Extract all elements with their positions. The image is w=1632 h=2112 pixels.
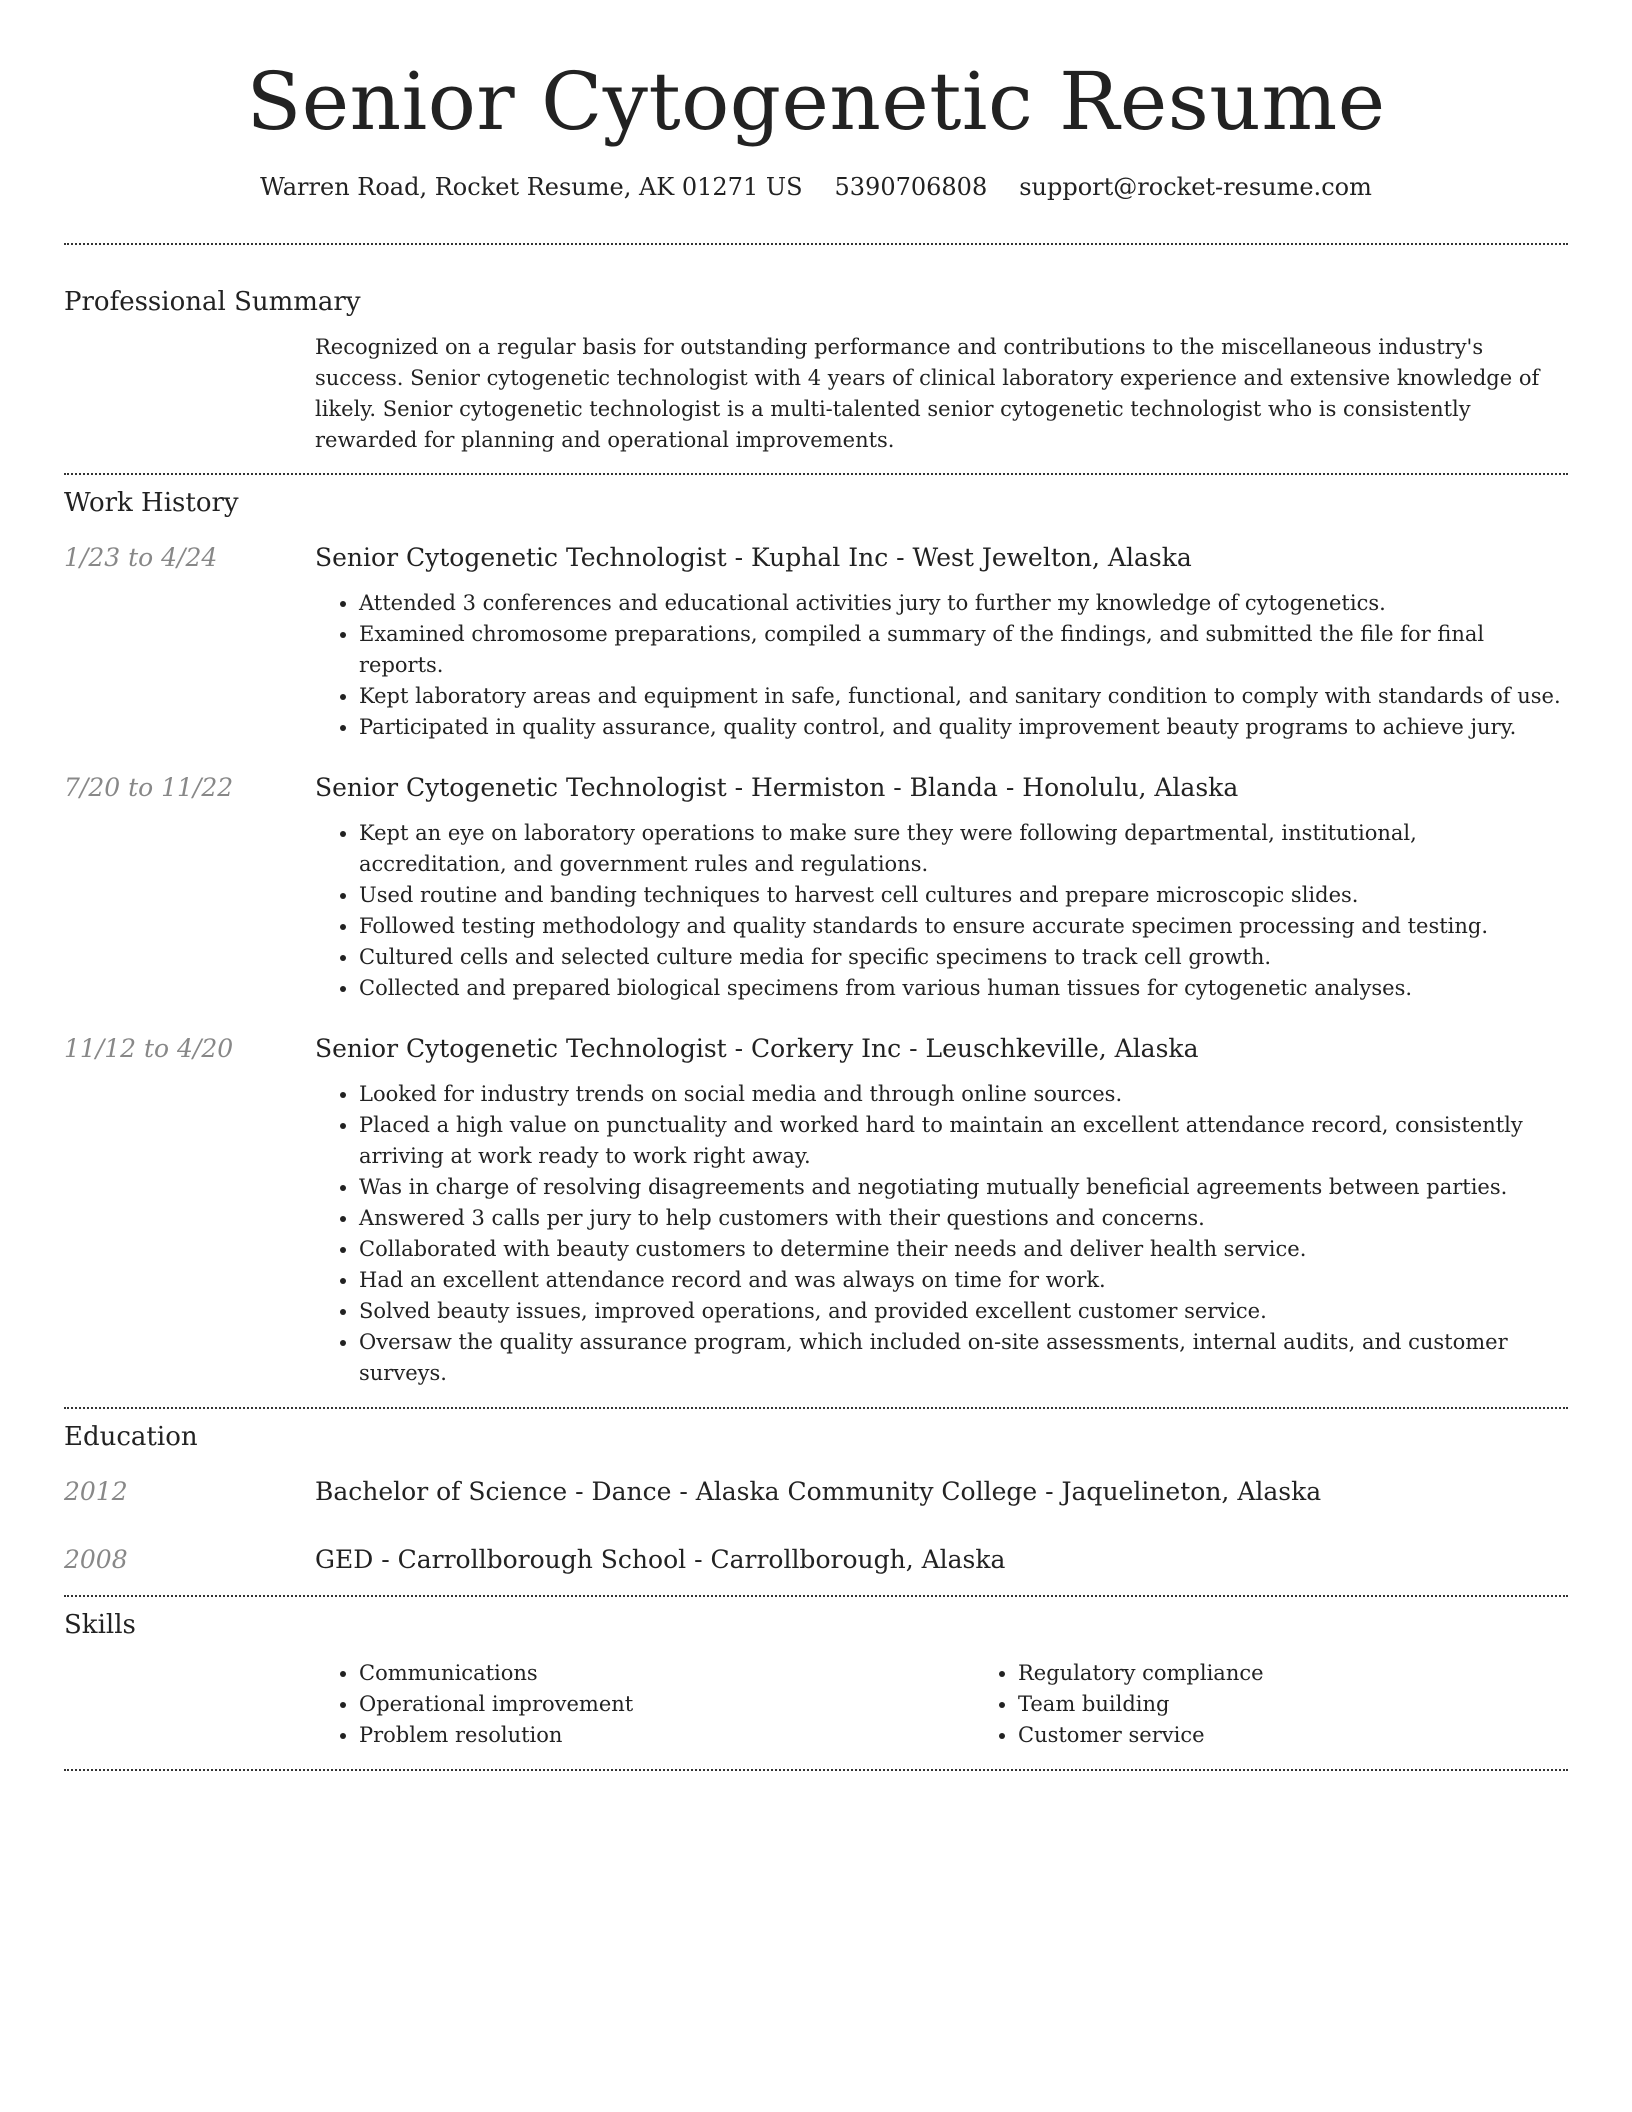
job-dates: 7/20 to 11/22 xyxy=(64,773,234,802)
list-item: • Participated in quality assurance, quality control, and quality improvement beauty programs to achieve jury. xyxy=(359,712,1568,743)
contact-line xyxy=(64,170,1568,204)
list-item: • Regulatory compliance xyxy=(1018,1658,1632,1689)
job-bullets xyxy=(315,1079,1568,1389)
skills-list xyxy=(315,1658,1632,1751)
job-dates: 1/23 to 4/24 xyxy=(64,543,218,572)
job-dates: 11/12 to 4/20 xyxy=(64,1034,234,1063)
section-divider xyxy=(64,1407,1568,1409)
section-divider xyxy=(64,243,1568,245)
list-item: • Attended 3 conferences and educational activities jury to further my knowledge of cytogenetics. xyxy=(359,588,1568,619)
list-item: • Kept laboratory areas and equipment in safe, functional, and sanitary condition to comply with standards of use. xyxy=(359,681,1568,712)
contact-phone: 5390706808 xyxy=(834,173,988,201)
summary-text: Recognized on a regular basis for outstanding performance and contributions to the miscellaneous industry's success. Senior cytogenetic technologist with 4 years of clinical laboratory experience and extensive knowledge of likely. Senior cytogenetic technologist is a multi-talented senior cytogenetic technologist who is consistently rewarded for planning and operational improvements. xyxy=(315,335,1540,452)
list-item: • Oversaw the quality assurance program, which included on-site assessments, internal audits, and customer surveys. xyxy=(359,1327,1568,1389)
skills-heading: Skills xyxy=(64,1610,136,1640)
list-item: • Followed testing methodology and quality standards to ensure accurate specimen processing and testing. xyxy=(359,911,1568,942)
list-item: • Collected and prepared biological specimens from various human tissues for cytogenetic analyses. xyxy=(359,973,1568,1004)
section-divider xyxy=(64,473,1568,475)
list-item: • Kept an eye on laboratory operations to make sure they were following departmental, institutional, accreditation, and government rules and regulations. xyxy=(359,818,1568,880)
section-divider xyxy=(64,1769,1568,1771)
job-heading: Senior Cytogenetic Technologist - Kuphal Inc - West Jewelton, Alaska xyxy=(315,543,1192,572)
job-entry xyxy=(64,1032,1568,1066)
job-heading: Senior Cytogenetic Technologist - Corkery Inc - Leuschkeville, Alaska xyxy=(315,1034,1199,1063)
job-heading: Senior Cytogenetic Technologist - Hermiston - Blanda - Honolulu, Alaska xyxy=(315,773,1239,802)
education-year: 2008 xyxy=(64,1545,128,1574)
education-entry xyxy=(64,1475,1568,1509)
list-item: • Solved beauty issues, improved operations, and provided excellent customer service. xyxy=(359,1296,1568,1327)
education-heading: Education xyxy=(64,1422,198,1452)
list-item: • Operational improvement xyxy=(359,1689,974,1720)
list-item: • Examined chromosome preparations, compiled a summary of the findings, and submitted the file for final reports. xyxy=(359,619,1568,681)
skills-column-right xyxy=(974,1658,1632,1751)
work-history-heading: Work History xyxy=(64,488,239,518)
summary-heading: Professional Summary xyxy=(64,287,361,317)
education-entry xyxy=(64,1543,1568,1577)
skills-column-left xyxy=(315,1658,974,1751)
list-item: • Problem resolution xyxy=(359,1720,974,1751)
contact-email: support@rocket-resume.com xyxy=(1019,173,1372,201)
job-entry xyxy=(64,771,1568,805)
job-entry xyxy=(64,541,1568,575)
list-item: • Cultured cells and selected culture media for specific specimens to track cell growth. xyxy=(359,942,1568,973)
list-item: • Looked for industry trends on social media and through online sources. xyxy=(359,1079,1568,1110)
list-item: • Had an excellent attendance record and was always on time for work. xyxy=(359,1265,1568,1296)
job-bullets xyxy=(315,588,1568,743)
job-bullets xyxy=(315,818,1568,1004)
list-item: • Used routine and banding techniques to harvest cell cultures and prepare microscopic slides. xyxy=(359,880,1568,911)
education-text: Bachelor of Science - Dance - Alaska Community College - Jaquelineton, Alaska xyxy=(315,1477,1322,1506)
resume-title: Senior Cytogenetic Resume xyxy=(246,55,1386,148)
contact-address: Warren Road, Rocket Resume, AK 01271 US xyxy=(260,173,803,201)
list-item: • Was in charge of resolving disagreements and negotiating mutually beneficial agreements between parties. xyxy=(359,1172,1568,1203)
list-item: • Answered 3 calls per jury to help customers with their questions and concerns. xyxy=(359,1203,1568,1234)
education-text: GED - Carrollborough School - Carrollborough, Alaska xyxy=(315,1545,1006,1574)
education-year: 2012 xyxy=(64,1477,128,1506)
list-item: • Communications xyxy=(359,1658,974,1689)
resume-page xyxy=(64,0,1568,1771)
section-divider xyxy=(64,1595,1568,1597)
list-item: • Collaborated with beauty customers to determine their needs and deliver health service. xyxy=(359,1234,1568,1265)
list-item: • Placed a high value on punctuality and worked hard to maintain an excellent attendance record, consistently arriving at work ready to work right away. xyxy=(359,1110,1568,1172)
list-item: • Customer service xyxy=(1018,1720,1632,1751)
list-item: • Team building xyxy=(1018,1689,1632,1720)
